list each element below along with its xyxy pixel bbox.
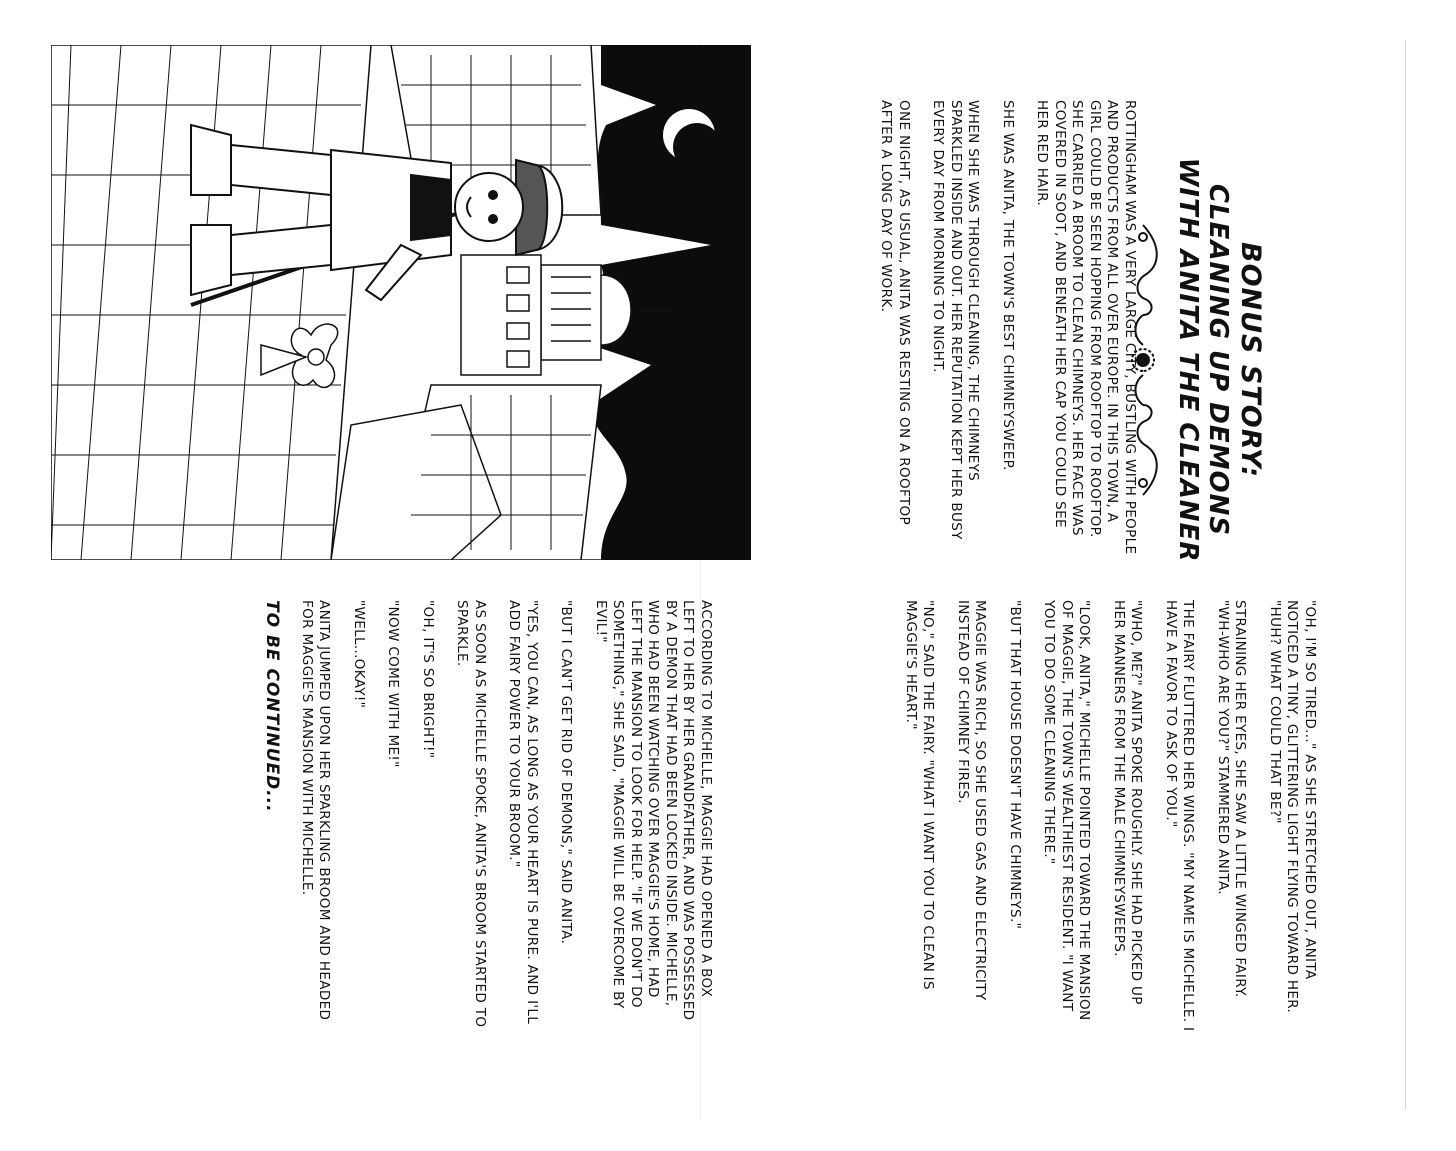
story-column-b xyxy=(885,600,1319,1035)
paragraph: SHE WAS ANITA, THE TOWN'S BEST CHIMNEYSWEEP. xyxy=(1000,100,1016,471)
paragraph: ANITA JUMPED UPON HER SPARKLING BROOM AND HEADED FOR MAGGIE'S MANSION WITH MICHELLE. xyxy=(299,600,333,1021)
paragraph: "LOOK, ANITA," MICHELLE POINTED TOWARD THE MANSION OF MAGGIE, THE TOWN'S WEALTHIEST RESIDENT. "I WANT YOU TO DO SOME CLEANING THERE." xyxy=(1041,600,1093,1021)
rooftop-illustration xyxy=(51,45,751,560)
story-column-a xyxy=(860,100,1138,555)
title-line-3: WITH ANITA THE CLEANER xyxy=(1173,157,1203,563)
paragraph: ONE NIGHT, AS USUAL, ANITA WAS RESTING ON A ROOFTOP AFTER A LONG DAY OF WORK. xyxy=(878,100,912,525)
paragraph: STRAINING HER EYES, SHE SAW A LITTLE WINGED FAIRY. "WH-WHO ARE YOU?" STAMMERED ANITA. xyxy=(1215,600,1249,998)
paragraph: "NO," SAID THE FAIRY. "WHAT I WANT YOU TO CLEAN IS MAGGIE'S HEART." xyxy=(903,600,937,990)
paragraph: AS SOON AS MICHELLE SPOKE, ANITA'S BROOM STARTED TO SPARKLE. xyxy=(454,600,488,1028)
paragraph: ROTTINGHAM WAS A VERY LARGE CITY, BUSTLING WITH PEOPLE AND PRODUCTS FROM ALL OVER EUROPE. IN THIS TOWN, A GIRL COULD BE SEEN HOPPING FROM ROOFTOP TO ROOFTOP. SHE CARRIED A BROOM TO CLEAN CHIMNEYS. HER FACE WAS COVERED IN SOOT, AND BENEATH HER CAP YOU COULD SEE HER RED HAIR. xyxy=(1034,100,1138,555)
paragraph: "WELL...OKAY!" xyxy=(351,600,367,709)
paragraph: WHEN SHE WAS THROUGH CLEANING, THE CHIMNEYS SPARKLED INSIDE AND OUT. HER REPUTATION KEPT HER BUSY EVERY DAY FROM MORNING TO NIGHT. xyxy=(930,100,982,540)
paragraph: "NOW COME WITH ME!" xyxy=(385,600,402,768)
story-column-c xyxy=(263,600,714,1035)
paragraph: "BUT THAT HOUSE DOESN'T HAVE CHIMNEYS." xyxy=(1007,600,1023,930)
paragraph: "BUT I CAN'T GET RID OF DEMONS," SAID ANITA. xyxy=(558,600,575,945)
paragraph: "WHO, ME?" ANITA SPOKE ROUGHLY. SHE HAD PICKED UP HER MANNERS FROM THE MALE CHIMNEYSWEEPS. xyxy=(1111,600,1145,1005)
paragraph: MAGGIE WAS RICH, SO SHE USED GAS AND ELECTRICITY INSTEAD OF CHIMNEY FIRES. xyxy=(955,600,989,1001)
paragraph: "OH, I'M SO TIRED..." AS SHE STRETCHED OUT, ANITA NOTICED A TINY, GLITTERING LIGHT FLYING TOWARD HER. "HUH? WHAT COULD THAT BE?" xyxy=(1267,600,1318,1014)
to-be-continued: TO BE CONTINUED... xyxy=(262,600,283,813)
title-line-1: BONUS STORY: xyxy=(1235,241,1266,479)
title-line-2: CLEANING UP DEMONS xyxy=(1203,183,1233,537)
paragraph: "OH, IT'S SO BRIGHT!" xyxy=(420,600,436,759)
paragraph: "YES, YOU CAN, AS LONG AS YOUR HEART IS PURE. AND I'LL ADD FAIRY POWER TO YOUR BROOM." xyxy=(506,600,540,1025)
story-title xyxy=(1123,150,1266,570)
paragraph: ACCORDING TO MICHELLE, MAGGIE HAD OPENED A BOX LEFT TO HER BY HER GRANDFATHER, AND WAS POSSESSED BY A DEMON THAT HAD BEEN LOCKED INSIDE. MICHELLE, WHO HAD BEEN WATCHING OVER MAGGIE'S HOME, HAD LEFT THE MANSION TO LOOK FOR HELP. "IF WE DON'T DO SOMETHING," SHE SAID, "MAGGIE WILL BE OVERCOME BY EVIL!" xyxy=(593,600,714,1021)
paragraph: THE FAIRY FLUTTERED HER WINGS. "MY NAME IS MICHELLE. I HAVE A FAVOR TO ASK OF YOU." xyxy=(1163,600,1197,1032)
